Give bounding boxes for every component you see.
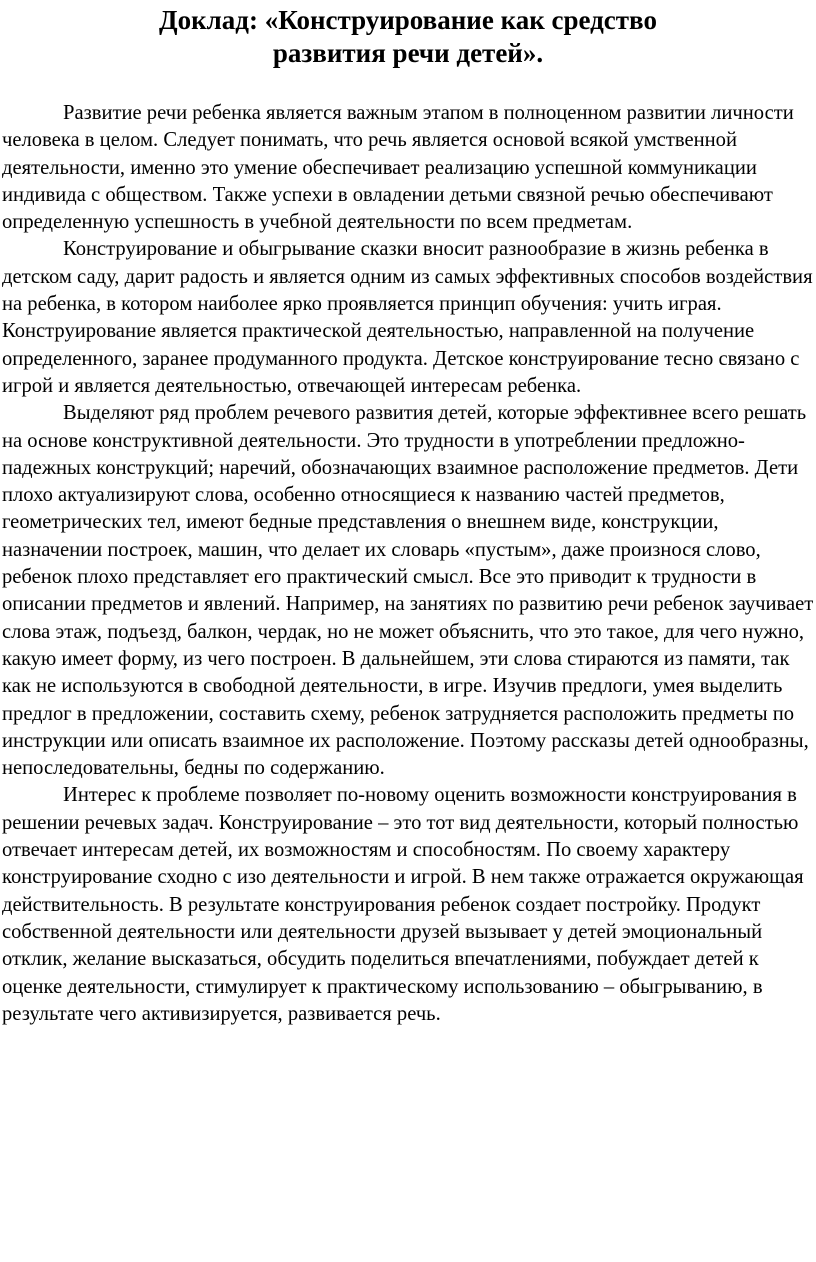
document-title <box>2 4 814 70</box>
paragraph-3: Выделяют ряд проблем речевого развития детей, которые эффективнее всего решать на основе конструктивной деятельности. Это трудности в употреблении предложно-падежных конструкций; наречий, обозначающих взаимное расположение предметов. Дети плохо актуализируют слова, особенно относящиеся к названию частей предметов, геометрических тел, имеют бедные представления о внешнем виде, конструкции, назначении построек, машин, что делает их словарь «пустым», даже произнося слово, ребенок плохо представляет его практический смысл. Все это приводит к трудности в описании предметов и явлений. Например, на занятиях по развитию речи ребенок заучивает слова этаж, подъезд, балкон, чердак, но не может объяснить, что это такое, для чего нужно, какую имеет форму, из чего построен. В дальнейшем, эти слова стираются из памяти, так как не используются в свободной деятельности, в игре. Изучив предлоги, умея выделить предлог в предложении, составить схему, ребенок затрудняется расположить предметы по инструкции или описать взаимное их расположение. Поэтому рассказы детей однообразны, непоследовательны, бедны по содержанию. <box>2 402 814 780</box>
document-body <box>2 100 814 1028</box>
title-line-2: развития речи детей». <box>272 38 544 68</box>
paragraph-1: Развитие речи ребенка является важным этапом в полноценном развитии личности человека в целом. Следует понимать, что речь является основой всякой умственной деятельности, именно это умение обеспечивает реализацию успешной коммуникации индивида с обществом. Также успехи в овладении детьми связной речью обеспечивают определенную успешность в учебной деятельности по всем предметам. <box>2 102 794 234</box>
paragraph-2: Конструирование и обыгрывание сказки вносит разнообразие в жизнь ребенка в детском саду, дарит радость и является одним из самых эффективных способов воздействия на ребенка, в котором наиболее ярко проявляется принцип обучения: учить играя. Конструирование является практической деятельностью, направленной на получение определенного, заранее продуманного продукта. Детское конструирование тесно связано с игрой и является деятельностью, отвечающей интересам ребенка. <box>2 238 813 397</box>
paragraph-4: Интерес к проблеме позволяет по-новому оценить возможности конструирования в решении речевых задач. Конструирование – это тот вид деятельности, который полностью отвечает интересам детей, их возможностям и способностям. По своему характеру конструирование сходно с изо деятельности и игрой. В нем также отражается окружающая действительность. В результате конструирования ребенок создает постройку. Продукт собственной деятельности или деятельности друзей вызывает у детей эмоциональный отклик, желание высказаться, обсудить поделиться впечатлениями, побуждает детей к оценке деятельности, стимулирует к практическому использованию – обыгрыванию, в результате чего активизируется, развивается речь. <box>2 784 804 1025</box>
title-line-1: Доклад: «Конструирование как средство <box>159 5 657 35</box>
